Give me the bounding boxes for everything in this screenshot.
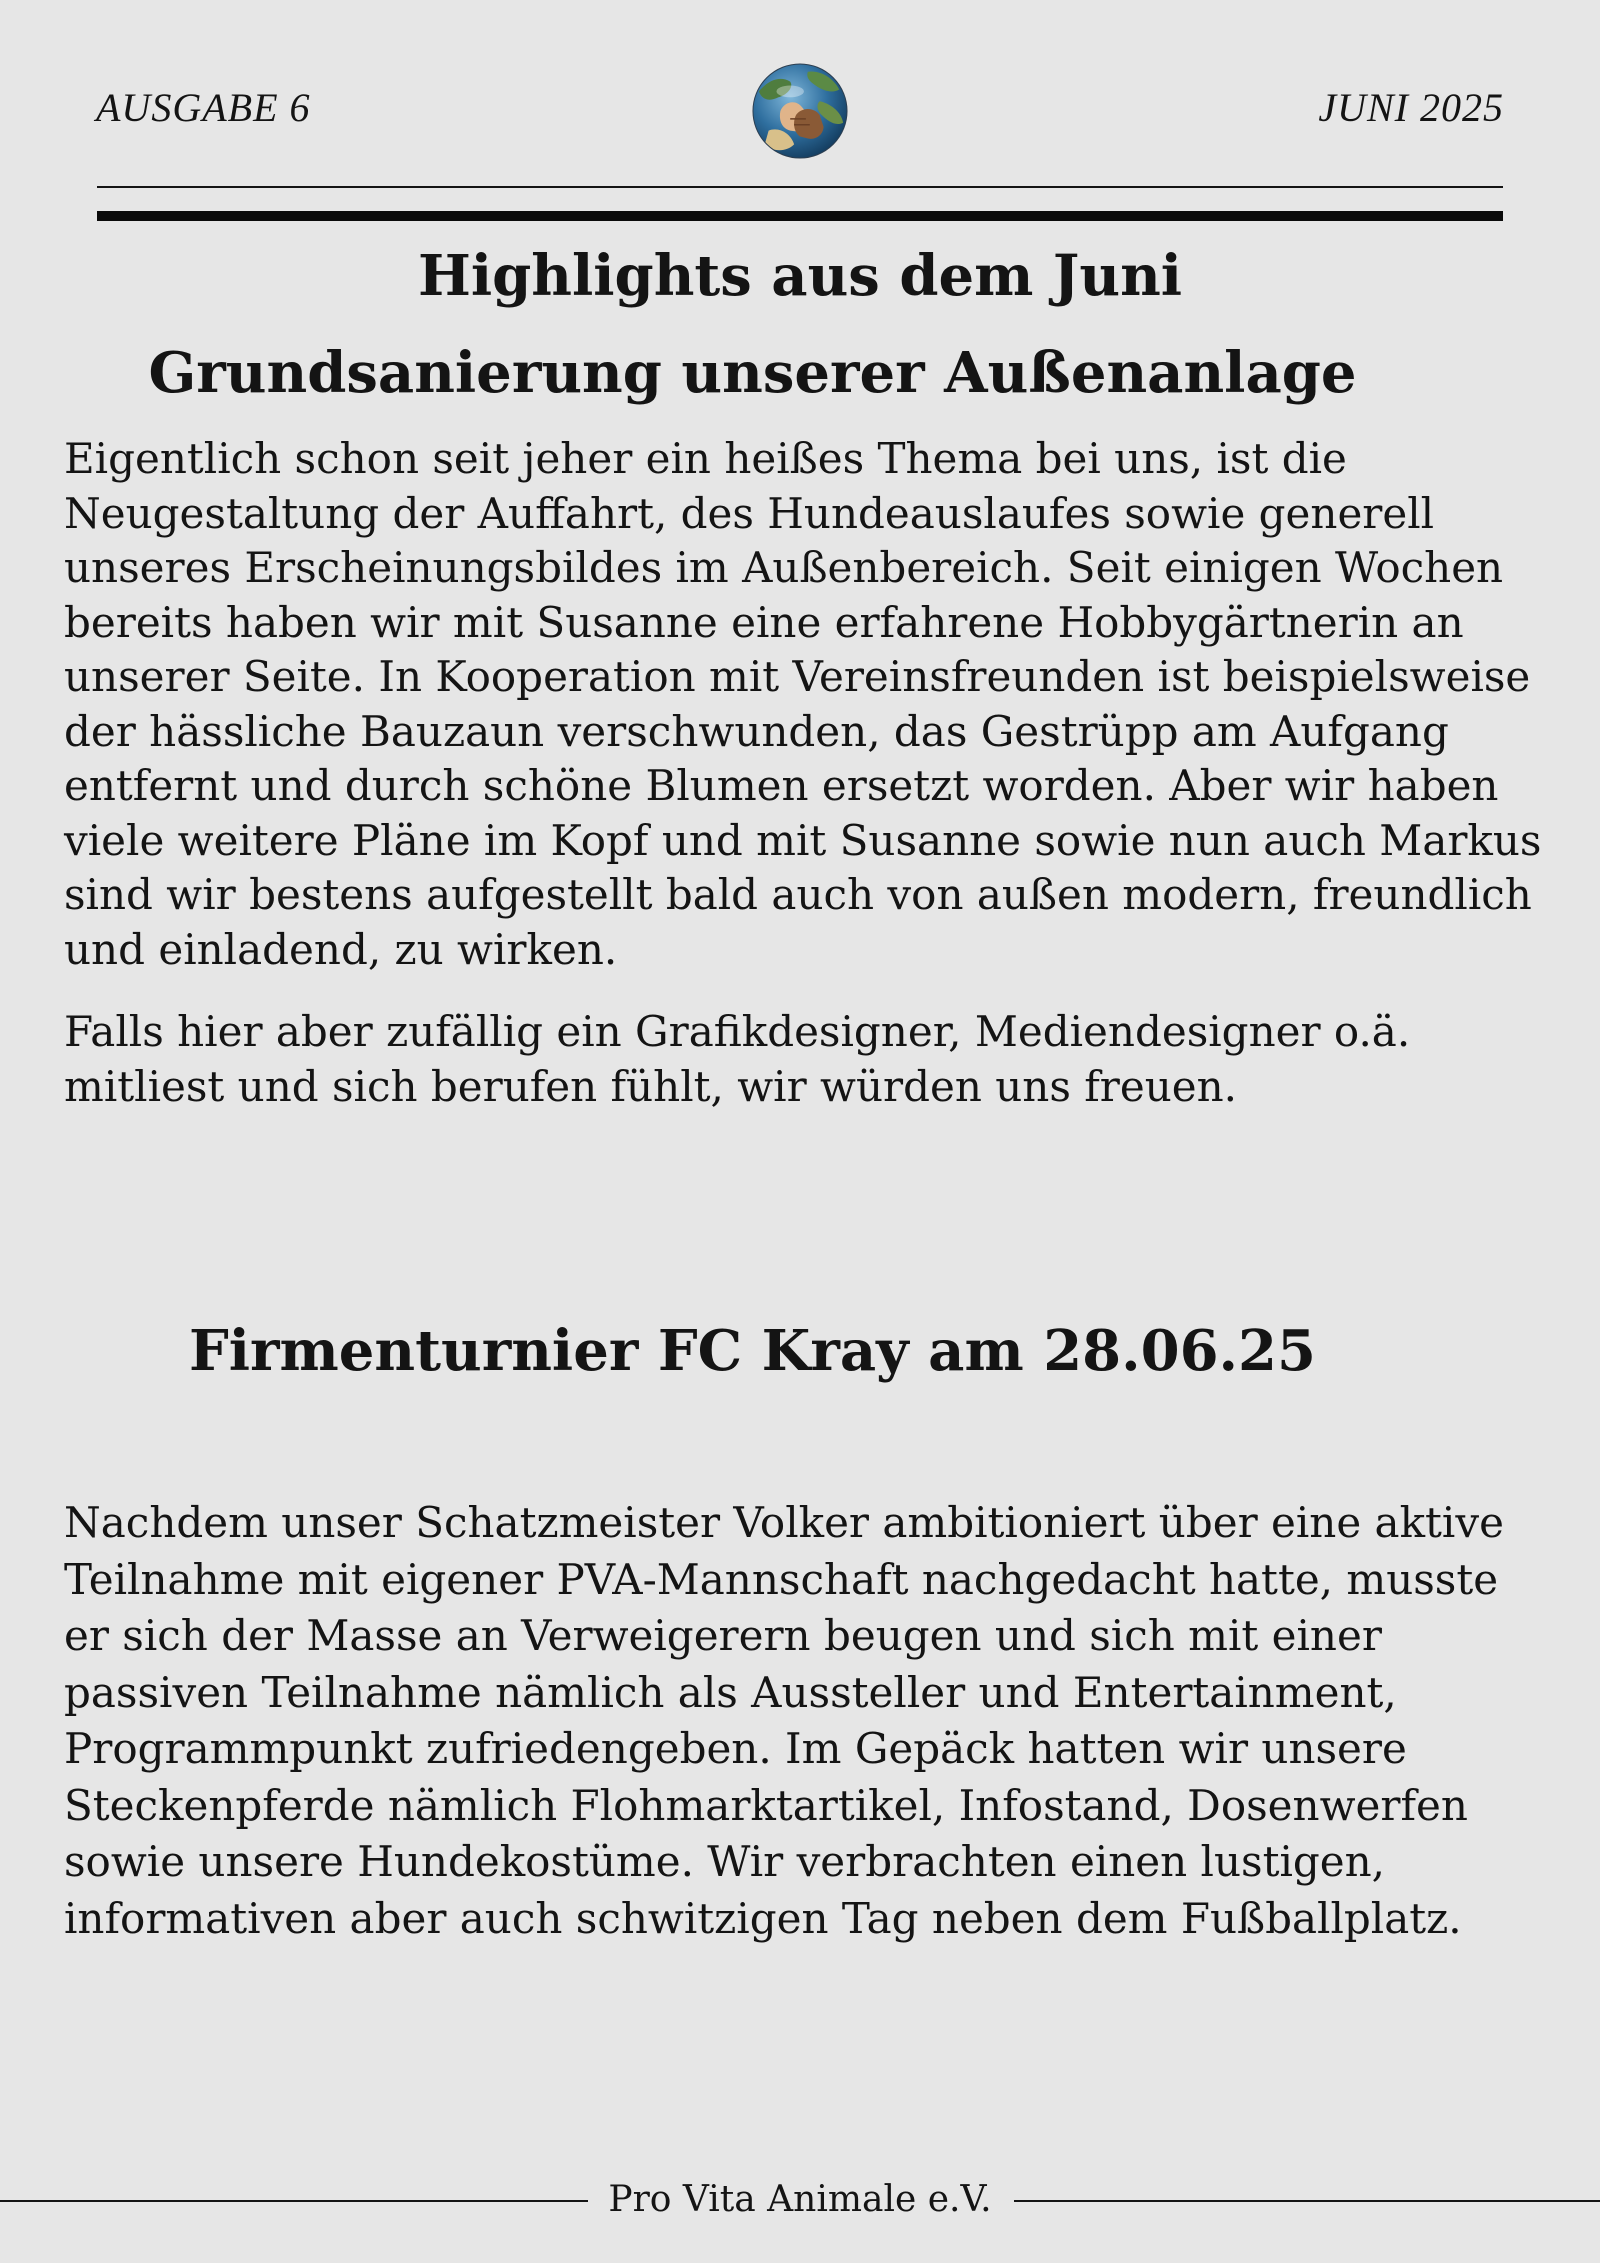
- article-title-aussenanlage: Grundsanierung unserer Außenanlage: [148, 340, 1357, 406]
- footer-rule-right: [1014, 2200, 1600, 2202]
- masthead-thin-rule: [97, 186, 1503, 188]
- masthead: [0, 0, 1600, 170]
- issue-number: AUSGABE 6: [96, 85, 311, 130]
- masthead-thick-rule: [97, 211, 1503, 221]
- article-title-firmenturnier: Firmenturnier FC Kray am 28.06.25: [189, 1318, 1316, 1384]
- footer-organization-name: Pro Vita Animale e.V.: [608, 2179, 992, 2220]
- section-title: Highlights aus dem Juni: [417, 243, 1183, 309]
- article-paragraph: Eigentlich schon seit jeher ein heißes Thema bei uns, ist die Neugestaltung der Auffahrt, des Hundeauslaufes sowie generell unseres Erscheinungsbildes im Außenbereich. Seit einigen Wochen bereits haben wir mit Susanne eine erfahrene Hobbygärtnerin an unserer Seite. In Kooperation mit Vereinsfreunden ist beispielsweise der hässliche Bauzaun verschwunden, das Gestrüpp am Aufgang entfernt und durch schöne Blumen ersetzt worden. Aber wir haben viele weitere Pläne im Kopf und mit Susanne sowie nun auch Markus sind wir bestens aufgestellt bald auch von außen modern, freundlich und einladend, zu wirken.: [64, 434, 1542, 974]
- article-paragraph: Nachdem unser Schatzmeister Volker ambitioniert über eine aktive Teilnahme mit eigener PVA-Mannschaft nachgedacht hatte, musste er sich der Masse an Verweigerern beugen und sich mit einer passiven Teilnahme nämlich als Aussteller und Entertainment, Programmpunkt zufriedengeben. Im Gepäck hatten wir unsere Steckenpferde nämlich Flohmarktartikel, Infostand, Dosenwerfen sowie unsere Hundekostüme. Wir verbrachten einen lustigen, informativen aber auch schwitzigen Tag neben dem Fußballplatz.: [64, 1498, 1504, 1943]
- article-paragraph: Falls hier aber zufällig ein Grafikdesigner, Mediendesigner o.ä. mitliest und sich berufen fühlt, wir würden uns freuen.: [64, 1007, 1411, 1111]
- issue-date: JUNI 2025: [1318, 85, 1504, 130]
- globe-with-hands-icon: [751, 62, 849, 160]
